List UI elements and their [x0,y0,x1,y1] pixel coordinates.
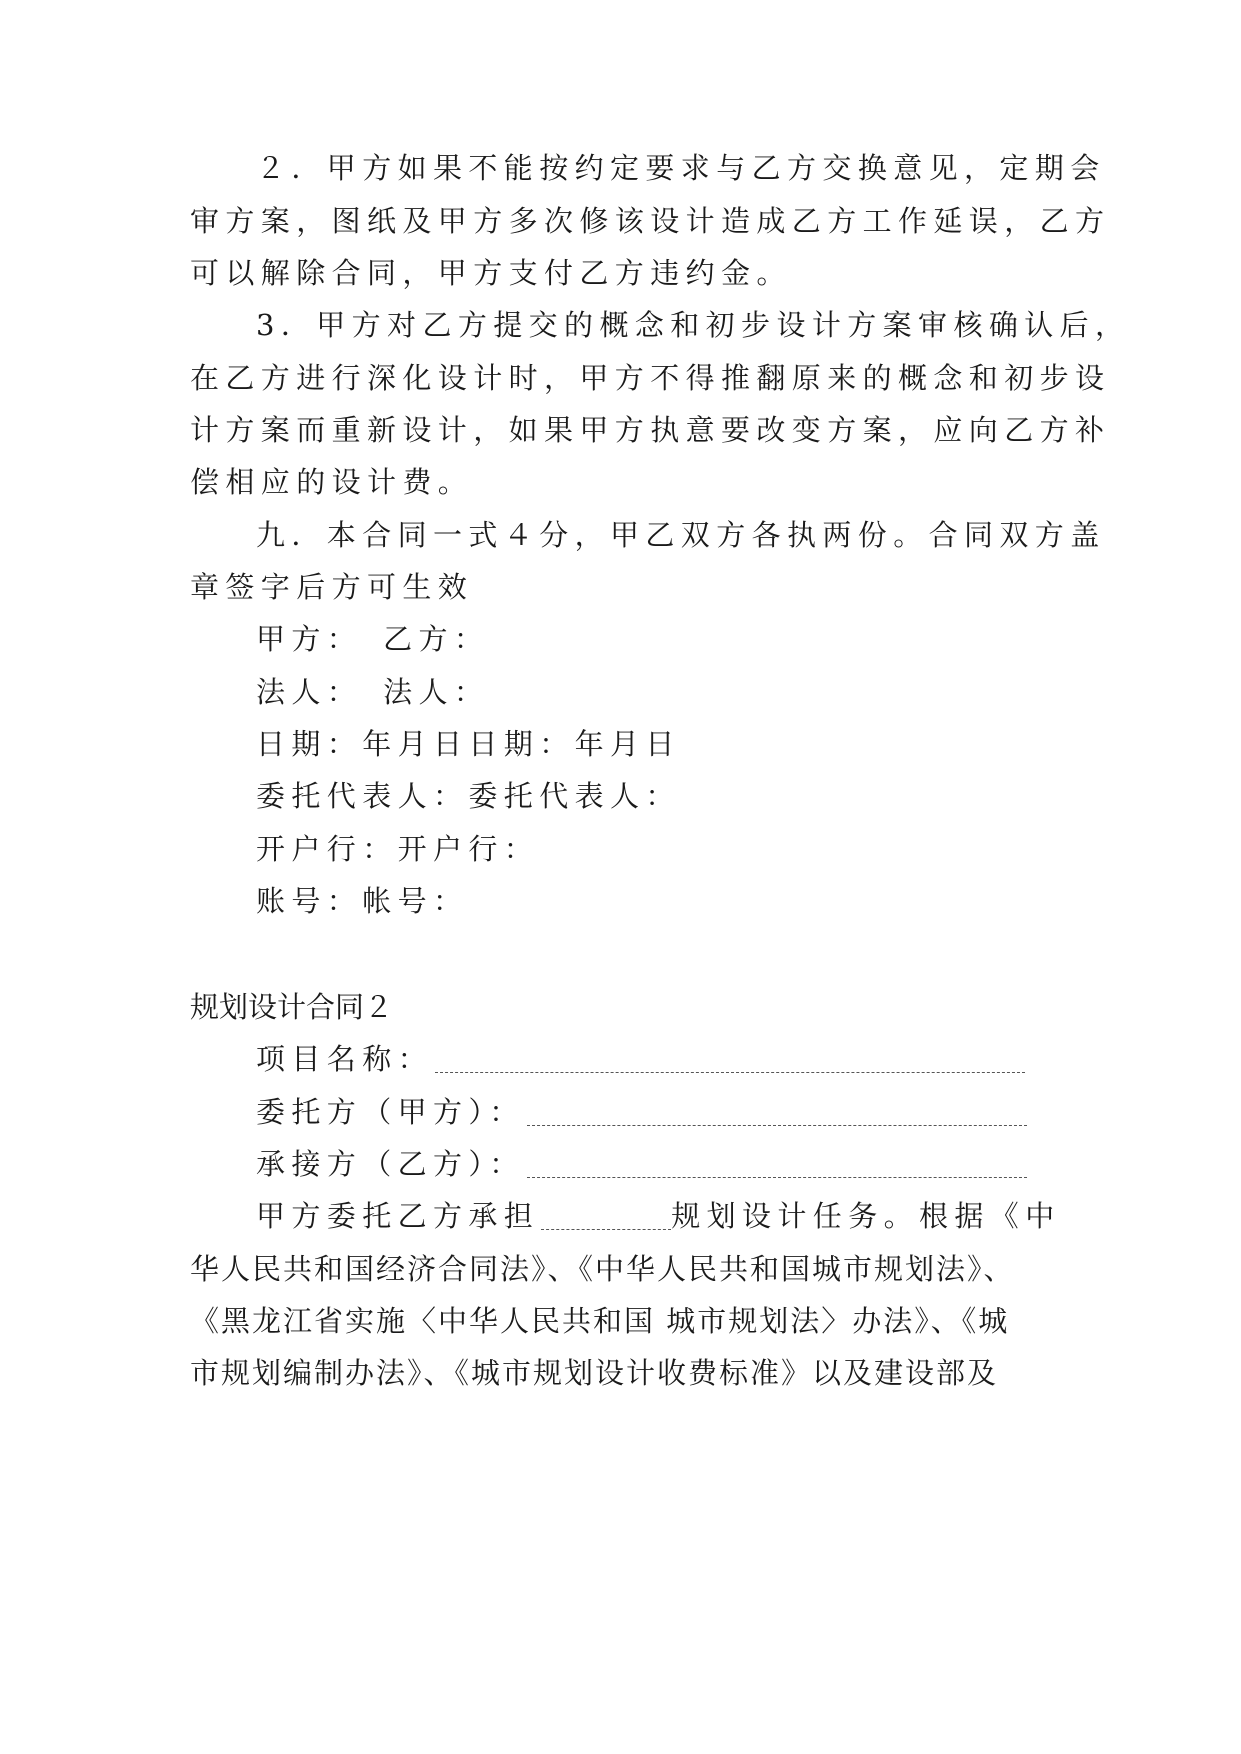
body-line-1-suffix: 规划设计任务。根据《中 [671,1199,1061,1233]
client-row [256,1092,1027,1132]
contract-2-body-line-2: 华人民共和国经济合同法》、《中华人民共和国城市规划法》、 [190,1252,1015,1286]
clause-3-line-1: 3．甲方对乙方提交的概念和初步设计方案审核确认后， [256,308,1131,342]
project-name-row [256,1039,1025,1079]
signature-parties: 甲方： 乙方： [256,622,490,656]
signature-legal-person: 法人： 法人： [256,675,490,709]
contractor-row [256,1144,1027,1184]
clause-9-line-1: 九．本合同一式４分，甲乙双方各执两份。合同双方盖 [256,518,1106,552]
contract-2-body-line-1 [256,1196,1061,1236]
client-blank [527,1099,1027,1126]
signature-date: 日期：年月日日期：年月日 [256,727,681,761]
contractor-blank [527,1151,1027,1178]
contractor-label: 承接方（乙方）： [256,1147,525,1181]
contract-2-title: 规划设计合同２ [190,990,394,1024]
task-blank [541,1203,671,1230]
contract-2-body-line-3: 《黑龙江省实施〈中华人民共和国 城市规划法〉办法》、《城 [190,1304,1010,1338]
clause-2-line-3: 可以解除合同，甲方支付乙方违约金。 [190,256,792,290]
project-name-blank [435,1046,1025,1073]
clause-3-line-3: 计方案而重新设计，如果甲方执意要改变方案，应向乙方补 [190,413,1111,447]
clause-2-line-2: 审方案，图纸及甲方多次修该设计造成乙方工作延误，乙方 [190,204,1111,238]
signature-bank: 开户行：开户行： [256,832,540,866]
signature-agent: 委托代表人：委托代表人： [256,779,681,813]
clause-9-line-2: 章签字后方可生效 [190,570,474,604]
contract-2-body-line-4: 市规划编制办法》、《城市规划设计收费标准》以及建设部及 [190,1356,999,1390]
signature-account: 账号：帐号： [256,884,469,918]
body-line-1-prefix: 甲方委托乙方承担 [256,1199,540,1233]
clause-3-line-2: 在乙方进行深化设计时，甲方不得推翻原来的概念和初步设 [190,361,1111,395]
client-label: 委托方（甲方）： [256,1095,525,1129]
clause-2-line-1: ２．甲方如果不能按约定要求与乙方交换意见，定期会 [256,151,1106,185]
clause-3-line-4: 偿相应的设计费。 [190,465,474,499]
project-name-label: 项目名称： [256,1042,434,1076]
